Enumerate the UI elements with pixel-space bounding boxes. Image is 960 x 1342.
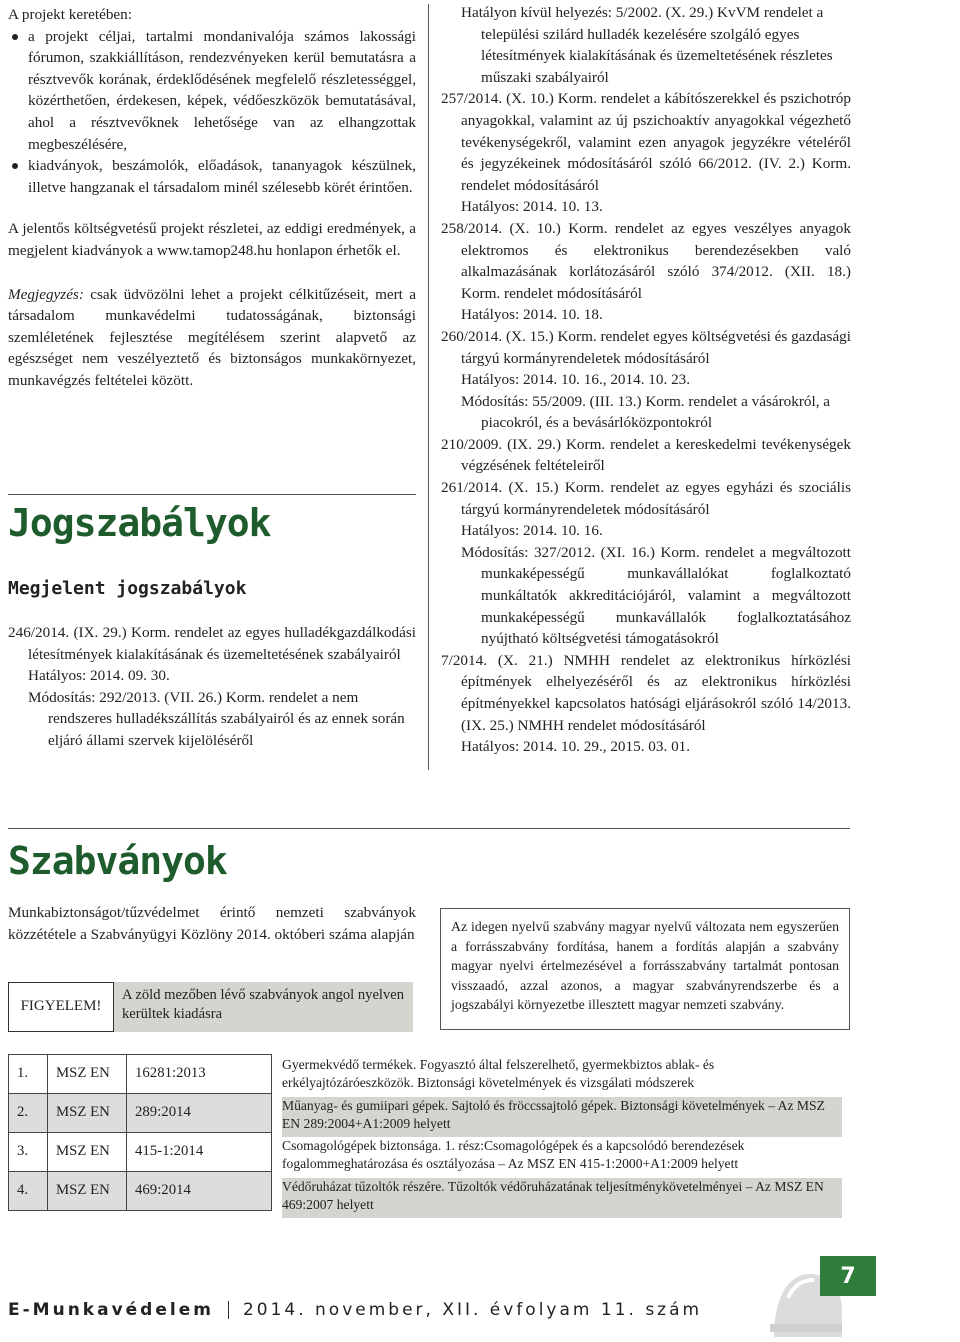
table-row [9,1055,272,1094]
legal-entry: 258/2014. (X. 10.) Korm. rendelet az egyes veszélyes anyagok elektromos és elektronikus berendezésekben való alkalmazásának korlátozásáról szóló 374/2012. (XII. 18.) Korm. rendelet módosításáról [441,219,851,302]
left-column [8,4,416,392]
legal-entry: 246/2014. (IX. 29.) Korm. rendelet az egyes hulladékgazdálkodási létesítmények kialakításának és üzemeltetésének szabályairól [8,624,416,663]
legal-list-left [8,622,416,752]
page-number: 7 [820,1256,876,1296]
standard-code: 289:2014 [127,1094,272,1133]
standard-prefix: MSZ EN [48,1133,127,1172]
legal-entry-effective: Hatályos: 2014. 10. 13. [461,198,603,216]
page-footer [8,1300,702,1320]
footer-separator [228,1301,229,1319]
standard-code: 469:2014 [127,1172,272,1211]
standard-description: Műanyag- és gumiipari gépek. Sajtoló és fröccssajtoló gépek. Biztonsági követelmények – Az MSZ EN 289:2004+A1:2009 helyett [282,1097,842,1138]
attention-box [8,982,413,1032]
legal-entry: 7/2014. (X. 21.) NMHH rendelet az elektronikus hírközlési építmények elhelyezéséről és az elektronikus hírközlési építményekkel kapcsolatos hatósági eljárásokról szóló 14/2013. (IX. 25.) NMHH rendelet módosításáról [441,651,851,734]
legal-entry: 257/2014. (X. 10.) Korm. rendelet a kábítószerekkel és pszichotróp anyagokkal, valamint az új pszichoaktív anyagokkal végezhető tevékenységekről, valamint ezen anyagok jegyzékre vételéről és jegyzékeinek módosításáról szóló 66/2012. (IV. 2.) Korm. rendelet módosításáról [441,90,851,194]
translation-note-box: Az idegen nyelvű szabvány magyar nyelvű változata nem egyszerűen a forrásszabvány fordítása, hanem a fordítás alapján a szabvány magyar nyelvi értelmezésével a forrásszabvány tartalmát pontosan visszaadó, azzal azonos, a magyar szabványrendszerbe és a jogszabályi környezetbe illesztett magyar nemzeti szabvány. [440,908,850,1030]
project-bullet-list [8,26,416,199]
legal-entry-repeal: Hatályon kívül helyezés: 5/2002. (X. 29.) KvVM rendelet a települési szilárd hulladék kezelésére szolgáló egyes létesítmények kialakításának és üzemeltetésének részletes műszaki szabályairól [461,4,833,86]
legal-entry: 260/2014. (X. 15.) Korm. rendelet egyes költségvetési és gazdasági tárgyú kormányrendeletek módosításáról [441,327,851,367]
note-paragraph [8,284,416,392]
standard-prefix: MSZ EN [48,1172,127,1211]
row-number: 1. [9,1055,48,1094]
standard-code: 16281:2013 [127,1055,272,1094]
intro-title: A projekt keretében: [8,6,132,23]
legal-entry-effective: Hatályos: 2014. 10. 16. [461,522,603,540]
legal-entry-effective: Hatályos: 2014. 09. 30. [28,667,170,685]
issue-info: 2014. november, XII. évfolyam 11. szám [242,1300,703,1320]
standards-descriptions [282,1056,842,1218]
details-paragraph: A jelentős költségvetésű projekt részletei, az eddigi eredmények, a megjelent kiadványok a www.tamop248.hu honlapon érhetők el. [8,220,416,259]
standards-intro: Munkabiztonságot/tűzvédelmet érintő nemzeti szabványok közzététele a Szabványügyi Közlöny 2014. októberi száma alapján [8,904,416,943]
magazine-brand: E-Munkavédelem [8,1300,214,1320]
standard-code: 415-1:2014 [127,1133,272,1172]
note-label: Megjegyzés: [8,285,84,303]
note-text: csak üdvözölni lehet a projekt célkitűzéseit, mert a társadalom munkavédelmi tudatosságának, biztonsági szemléletének fejlesztése megítélésem szerint alapvető az egészséget nem veszélyeztető és biztonságos munkakörnyezet, munkavégzés feltételei között. [8,285,416,389]
legal-entry-amendment: Módosítás: 292/2013. (VII. 26.) Korm. rendelet a nem rendszeres hulladékszállítás szabályairól és az ennek során eljáró állami szervek kijelöléséről [28,688,405,749]
row-number: 4. [9,1172,48,1211]
section-title-szabvanyok: Szabványok [8,828,850,883]
column-divider [428,4,429,770]
row-number: 2. [9,1094,48,1133]
legal-entry-amendment: Módosítás: 55/2009. (III. 13.) Korm. rendelet a vásárokról, a piacokról, és a bevásárlóközpontokról [461,392,831,432]
legal-entry-effective: Hatályos: 2014. 10. 18. [461,306,603,324]
section-title-jogszabalyok: Jogszabályok [8,494,416,545]
legal-entry-amendment: Módosítás: 327/2012. (XI. 16.) Korm. rendelet a megváltozott munkaképességű munkavállalókat foglalkoztató munkáltatók akkreditációjáról, valamint a megváltozott munkaképességű munkavállalók foglalkoztatásához nyújtható költségvetési támogatásokról [461,543,851,648]
legal-list-right [441,2,851,758]
table-row [9,1172,272,1211]
row-number: 3. [9,1133,48,1172]
attention-text: A zöld mezőben lévő szabványok angol nyelven kerültek kiadásra [114,982,413,1032]
legal-entry: 261/2014. (X. 15.) Korm. rendelet az egyes egyházi és szociális tárgyú kormányrendeletek módosításáról [441,479,851,518]
attention-label: FIGYELEM! [8,982,114,1032]
standard-prefix: MSZ EN [48,1094,127,1133]
standard-prefix: MSZ EN [48,1055,127,1094]
legal-entry: 210/2009. (IX. 29.) Korm. rendelet a kereskedelmi tevékenységek végzésének feltételeiről [441,435,851,475]
table-row [9,1094,272,1133]
table-row [9,1133,272,1172]
bullet-item: kiadványok, beszámolók, előadások, tananyagok készülnek, illetve hangzanak el társadalom minél szélesebb körét érintően. [8,155,416,198]
standard-description: Csomagológépek biztonsága. 1. rész:Csomagológépek és a kapcsolódó berendezések fogalommeghatározása és osztályozása – Az MSZ EN 415-1:2000+A1:2009 helyett [282,1138,745,1171]
legal-entry-effective: Hatályos: 2014. 10. 29., 2015. 03. 01. [461,738,691,756]
section-subtitle: Megjelent jogszabályok [8,578,247,599]
standards-table [8,1054,272,1211]
legal-entry-effective: Hatályos: 2014. 10. 16., 2014. 10. 23. [461,371,691,389]
bullet-item: a projekt céljai, tartalmi mondanivalója számos lakossági fórumon, szakkiállításon, rendezvényeken kerül bemutatásra a résztvevők korának, érdeklődésének megfelelő részletességgel, közérthetően, érdekesen, képek, védőeszközök bemutatásával, ahol a résztvevőknek lehetősége van az elhangzottak megbeszélésére, [8,26,416,156]
standard-description: Gyermekvédő termékek. Fogyasztó által felszerelhető, gyermekbiztos ablak- és erkélyajtózáróeszközök. Biztonsági követelmények és vizsgálati módszerek [282,1057,715,1090]
standard-description: Védőruházat tűzoltók részére. Tűzoltók védőruházatának teljesítménykövetelményei – Az MSZ EN 469:2007 helyett [282,1178,842,1219]
